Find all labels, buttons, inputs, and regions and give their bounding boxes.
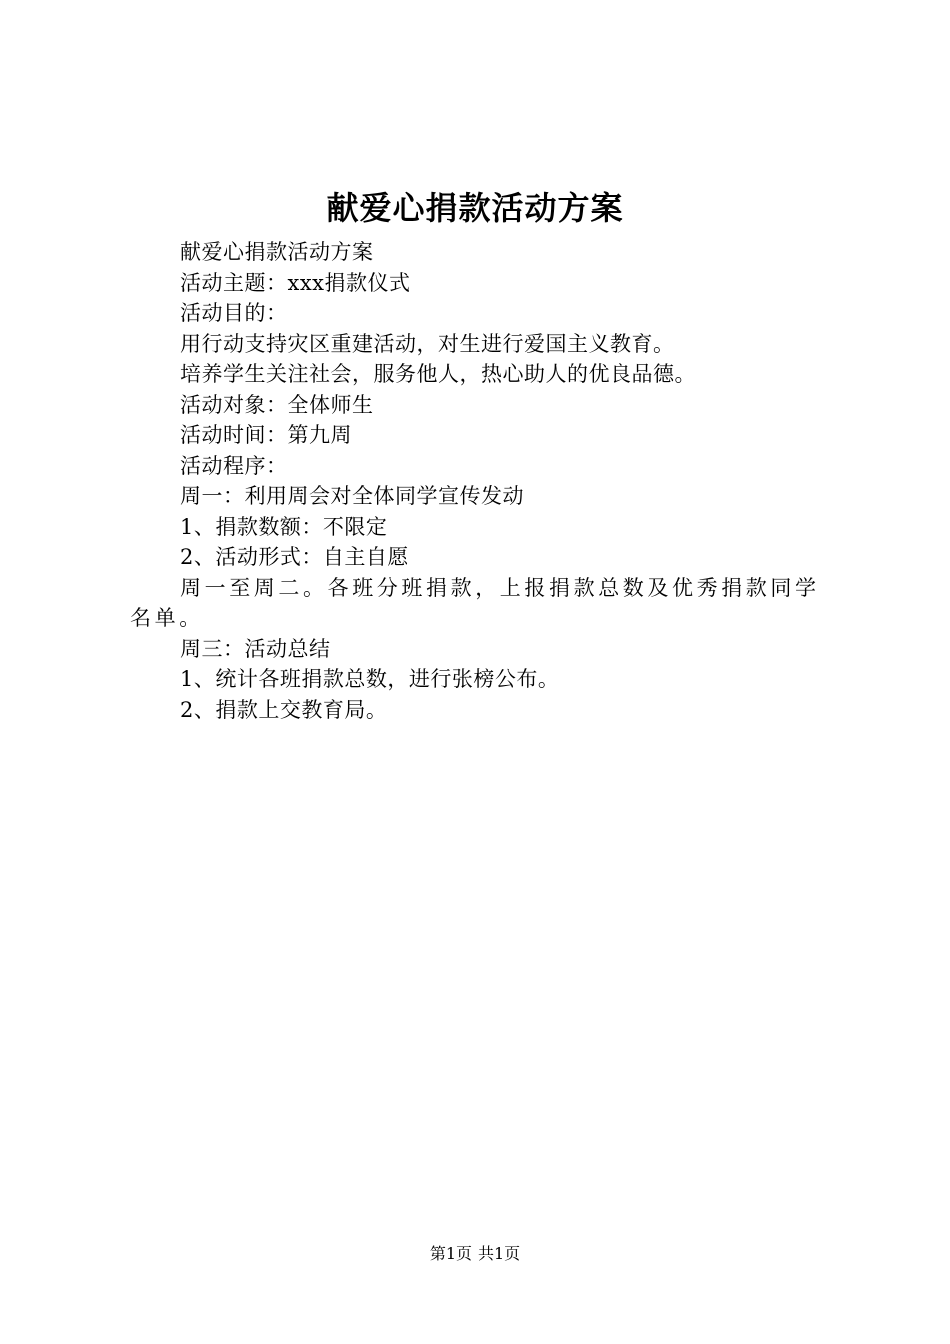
body-line: 2、活动形式：自主自愿 (180, 545, 409, 569)
body-line: 活动对象：全体师生 (180, 392, 374, 417)
page-footer (0, 1243, 950, 1265)
body-line: 1、统计各班捐款总数，进行张榜公布。 (180, 667, 560, 691)
body-line: 周三：活动总结 (180, 636, 331, 661)
body-line: 周一：利用周会对全体同学宣传发动 (180, 484, 524, 508)
body-line: 培养学生关注社会，服务他人，热心助人的优良品德。 (180, 362, 696, 386)
body-line: 活动时间：第九周 (180, 423, 352, 447)
body-line: 献爱心捐款活动方案 (180, 240, 374, 264)
document-body (130, 237, 835, 725)
body-line: 活动主题：xxx捐款仪式 (180, 270, 411, 295)
body-line: 用行动支持灾区重建活动，对生进行爱国主义教育。 (180, 331, 675, 356)
body-line: 1、捐款数额：不限定 (180, 514, 388, 539)
document-title: 献爱心捐款活动方案 (326, 189, 624, 227)
page-total: 共1页 (478, 1244, 521, 1263)
body-line: 2、捐款上交教育局。 (180, 697, 388, 722)
page-number: 第1页 (429, 1244, 472, 1263)
body-paragraph: 周一至周二。各班分班捐款，上报捐款总数及优秀捐款同学名单。 (130, 575, 820, 630)
body-line: 活动程序： (180, 453, 288, 478)
body-line: 活动目的： (180, 301, 288, 325)
